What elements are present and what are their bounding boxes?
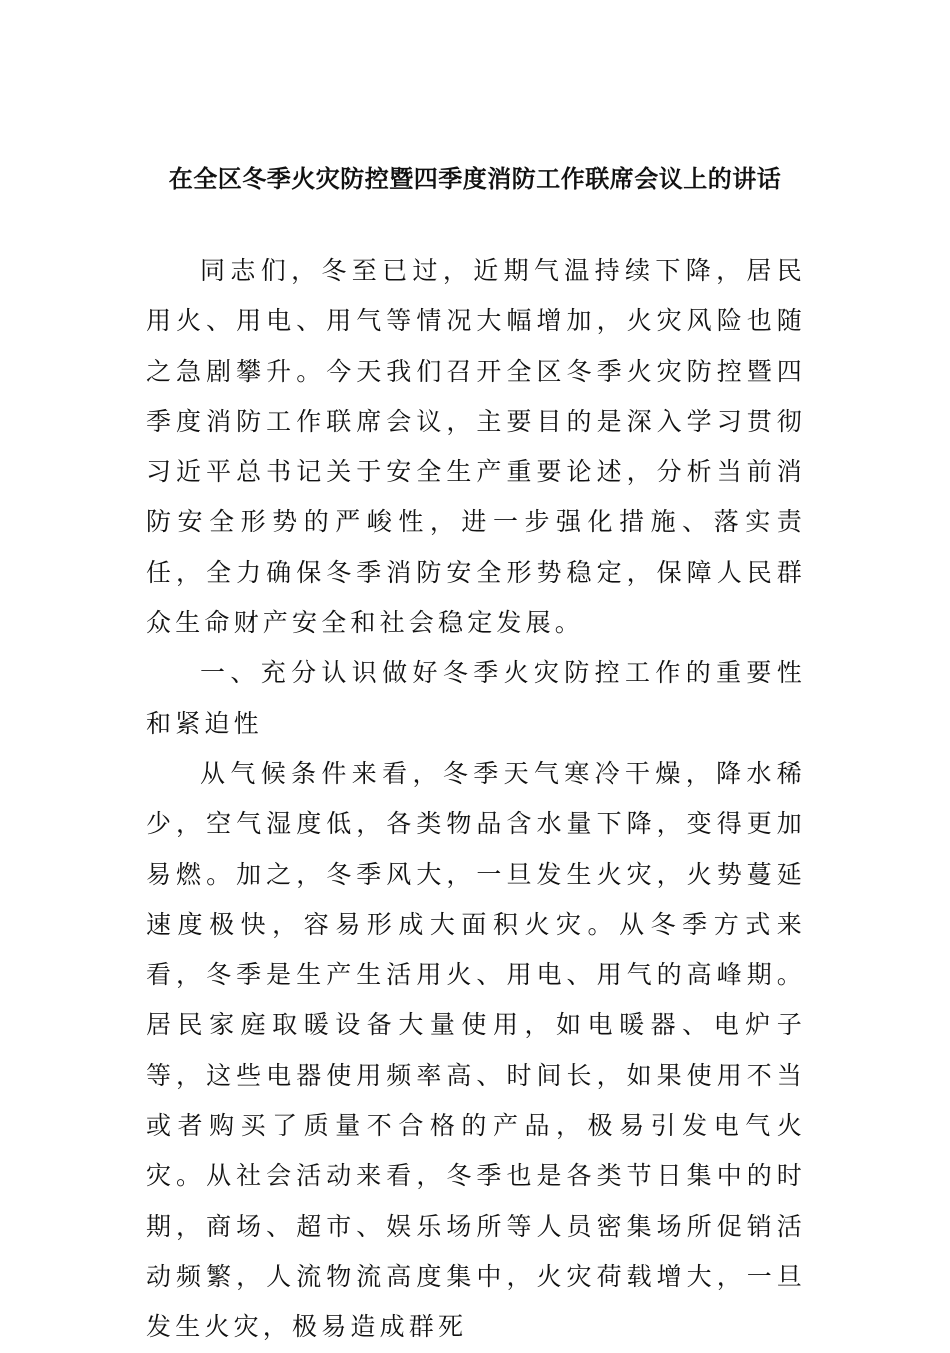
document-body bbox=[146, 246, 806, 1353]
paragraph-section-1: 从气候条件来看，冬季天气寒冷干燥，降水稀少，空气湿度低，各类物品含水量下降，变得更加易燃。加之，冬季风大，一旦发生火灾，火势蔓延速度极快，容易形成大面积火灾。从冬季方式来看，冬季是生产生活用火、用电、用气的高峰期。居民家庭取暖设备大量使用，如电暖器、电炉子等，这些电器使用频率高、时间长，如果使用不当或者购买了质量不合格的产品，极易引发电气火灾。从社会活动来看，冬季也是各类节日集中的时期，商场、超市、娱乐场所等人员密集场所促销活动频繁，人流物流高度集中，火灾荷载增大，一旦发生火灾，极易造成群死 bbox=[146, 758, 806, 1342]
section-heading-1: 一、充分认识做好冬季火灾防控工作的重要性和紧迫性 bbox=[146, 658, 806, 738]
paragraph-opening: 同志们，冬至已过，近期气温持续下降，居民用火、用电、用气等情况大幅增加，火灾风险也随之急剧攀升。今天我们召开全区冬季火灾防控暨四季度消防工作联席会议，主要目的是深入学习贯彻习近平总书记关于安全生产重要论述，分析当前消防安全形势的严峻性，进一步强化措施、落实责任，全力确保冬季消防安全形势稳定，保障人民群众生命财产安全和社会稳定发展。 bbox=[146, 256, 806, 638]
document-title: 在全区冬季火灾防控暨四季度消防工作联席会议上的讲话 bbox=[168, 164, 782, 193]
